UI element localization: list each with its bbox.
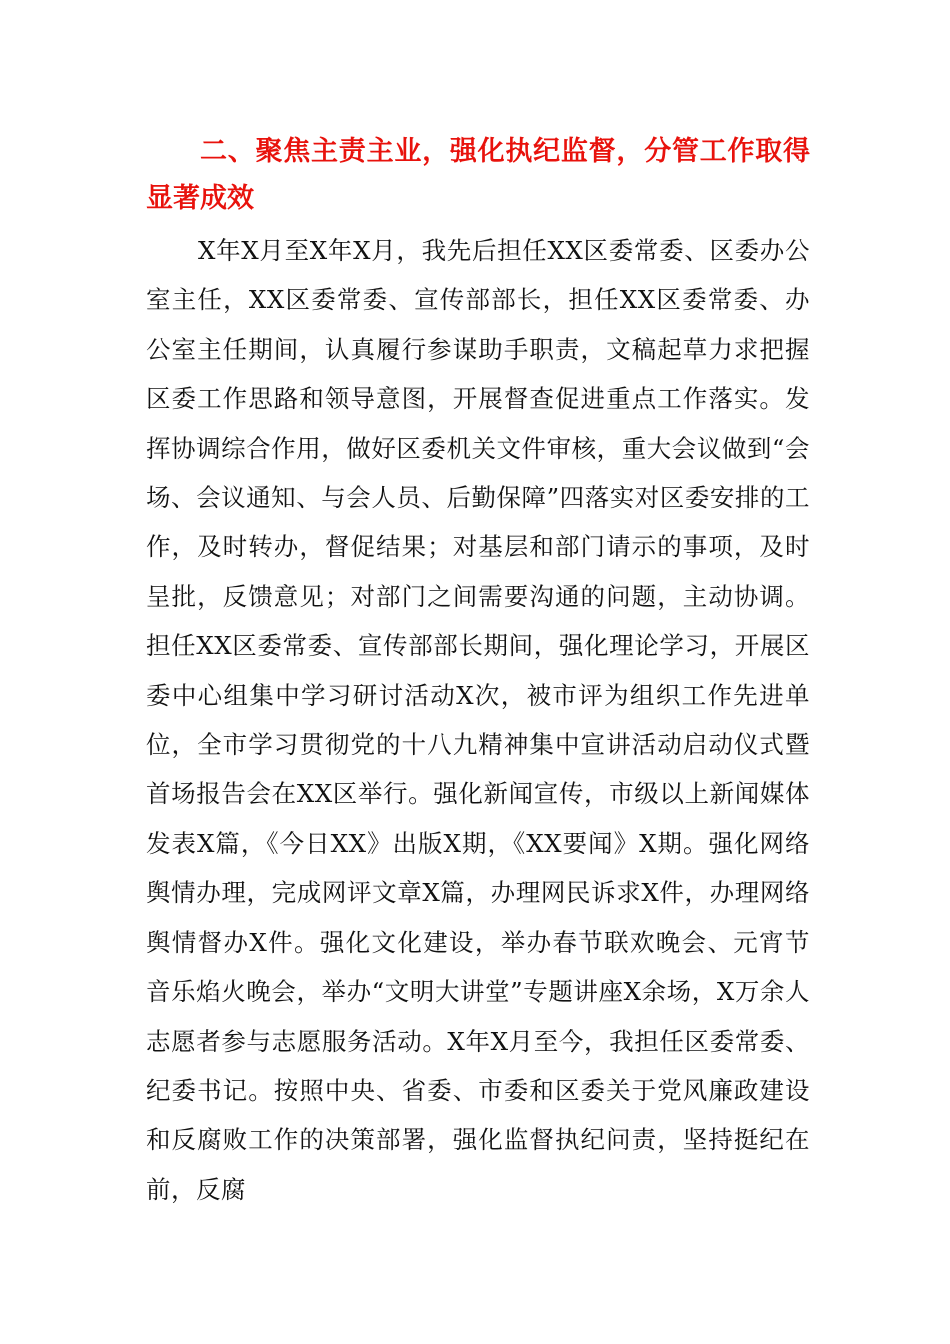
body-paragraph: X年X月至X年X月，我先后担任XX区委常委、区委办公室主任，XX区委常委、宣传部部长，担任XX区委常委、办公室主任期间，认真履行参谋助手职责，文稿起草力求把握区委工作思路和领导意图，开展督查促进重点工作落实。发挥协调综合作用，做好区委机关文件审核，重大会议做到“会场、会议通知、与会人员、后勤保障”四落实对区委安排的工作，及时转办，督促结果；对基层和部门请示的事项，及时呈批，反馈意见；对部门之间需要沟通的问题，主动协调。担任XX区委常委、宣传部部长期间，强化理论学习，开展区委中心组集中学习研讨活动X次，被市评为组织工作先进单位，全市学习贯彻党的十八九精神集中宣讲活动启动仪式暨首场报告会在XX区举行。强化新闻宣传，市级以上新闻媒体发表X篇，《今日XX》出版X期，《XX要闻》X期。强化网络舆情办理，完成网评文章X篇，办理网民诉求X件，办理网络舆情督办X件。强化文化建设，举办春节联欢晚会、元宵节音乐焰火晚会，举办“文明大讲堂”专题讲座X余场，X万余人志愿者参与志愿服务活动。X年X月至今，我担任区委常委、纪委书记。按照中央、省委、市委和区委关于党风廉政建设和反腐败工作的决策部署，强化监督执纪问责，坚持挺纪在前，反腐 bbox=[146, 236, 810, 1204]
section-heading: 二、聚焦主责主业，强化执纪监督，分管工作取得显著成效 bbox=[146, 136, 810, 214]
